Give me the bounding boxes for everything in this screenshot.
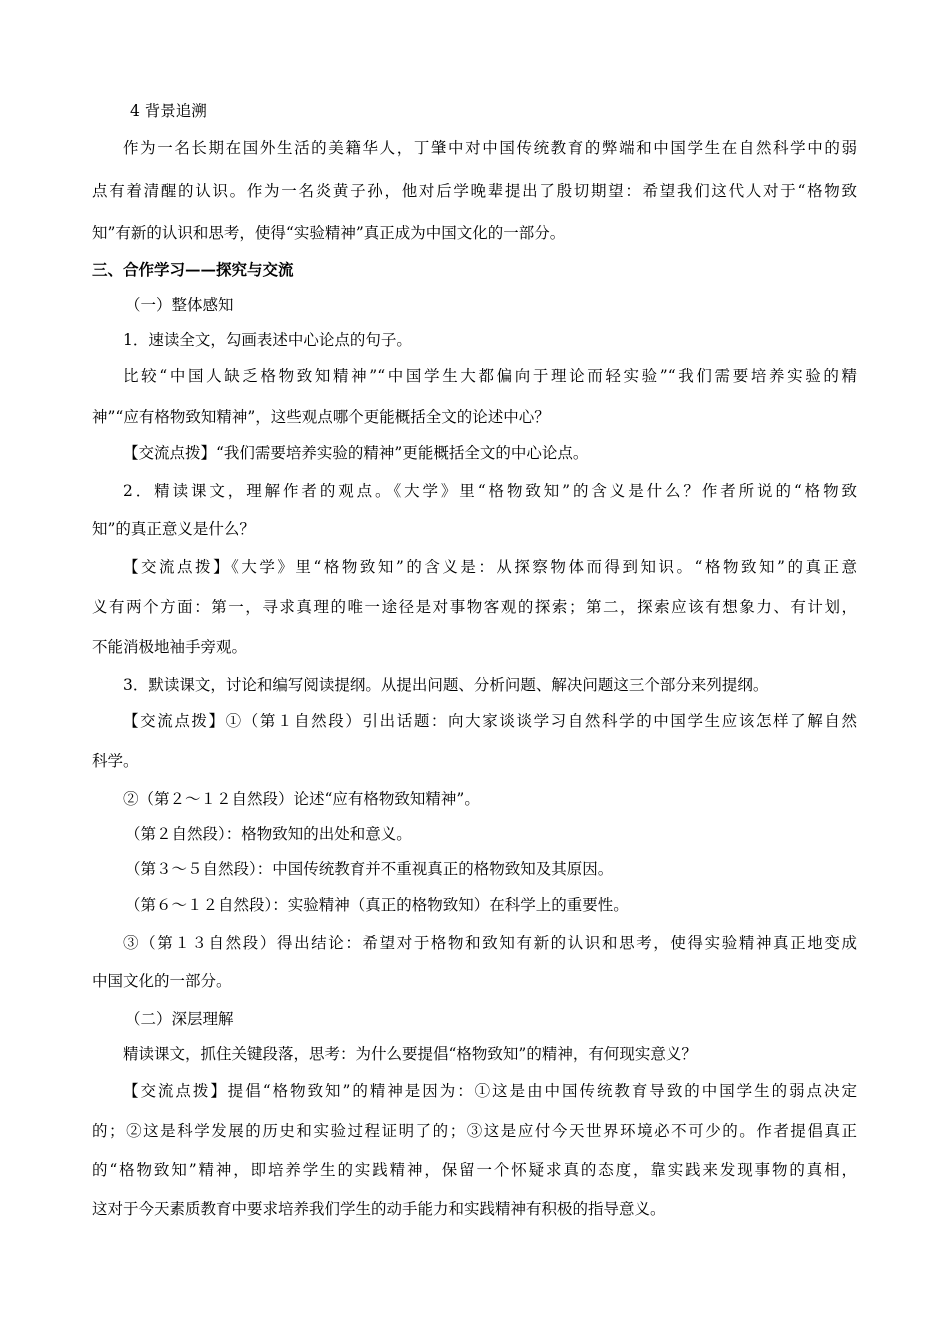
outline-line: （第３～５自然段）：中国传统教育并不重视真正的格物致知及其原因。 — [125, 860, 614, 878]
answer-line: 的；②这是科学发展的历史和实验过程证明了的；③这是应付今天世界环境必不可少的。作者提倡真正 — [92, 1122, 857, 1140]
question-line: 2．精读课文，理解作者的观点。《大学》里“格物致知”的含义是什么？作者所说的“格物致 — [123, 482, 857, 500]
answer-line: 【交流点拨】《大学》里“格物致知”的含义是：从探察物体而得到知识。“格物致知”的真正意 — [123, 558, 857, 576]
paragraph-line: 比较“中国人缺乏格物致知精神”“中国学生大都偏向于理论而轻实验”“我们需要培养实验的精 — [123, 367, 857, 385]
outline-line: （第２自然段）：格物致知的出处和意义。 — [125, 825, 412, 843]
section-heading-cooperative-learning: 三、合作学习——探究与交流 — [92, 260, 294, 279]
outline-line: ②（第２～１２自然段）论述“应有格物致知精神”。 — [123, 790, 480, 808]
subsection-heading-deep-understanding: （二）深层理解 — [125, 1010, 234, 1028]
question-line: 3．默读课文，讨论和编写阅读提纲。从提出问题、分析问题、解决问题这三个部分来列提纲。 — [123, 676, 769, 694]
answer-line: 科学。 — [92, 752, 139, 770]
paragraph-line: 神”“应有格物致知精神”，这些观点哪个更能概括全文的论述中心？ — [92, 408, 550, 426]
question-line: 1．速读全文，勾画表述中心论点的句子。 — [123, 331, 412, 349]
outline-line: 中国文化的一部分。 — [92, 972, 232, 990]
answer-line: 的“格物致知”精神，即培养学生的实践精神，保留一个怀疑求真的态度，靠实践来发现事物的真相， — [92, 1161, 857, 1179]
outline-line: ③（第１３自然段）得出结论：希望对于格物和致知有新的认识和思考，使得实验精神真正地变成 — [123, 934, 857, 952]
answer-line: 这对于今天素质教育中要求培养我们学生的动手能力和实践精神有积极的指导意义。 — [92, 1200, 666, 1218]
paragraph-line: 点有着清醒的认识。作为一名炎黄子孙，他对后学晚辈提出了殷切期望：希望我们这代人对于“格物致 — [92, 182, 857, 200]
question-line: 精读课文，抓住关键段落，思考：为什么要提倡“格物致知”的精神，有何现实意义？ — [123, 1045, 697, 1063]
subsection-heading-overall-perception: （一）整体感知 — [125, 296, 234, 314]
answer-line: 不能消极地袖手旁观。 — [92, 638, 248, 656]
paragraph-line: 作为一名长期在国外生活的美籍华人，丁肇中对中国传统教育的弊端和中国学生在自然科学中的弱 — [123, 139, 857, 157]
answer-line: 【交流点拨】①（第１自然段）引出话题：向大家谈谈学习自然科学的中国学生应该怎样了解自然 — [123, 712, 857, 730]
outline-line: （第６～１２自然段）：实验精神（真正的格物致知）在科学上的重要性。 — [125, 896, 629, 914]
question-line: 知”的真正意义是什么？ — [92, 520, 255, 538]
answer-line: 义有两个方面：第一，寻求真理的唯一途径是对事物客观的探索；第二，探索应该有想象力、有计划， — [92, 598, 857, 616]
answer-line: 【交流点拨】提倡“格物致知”的精神是因为：①这是由中国传统教育导致的中国学生的弱点决定 — [123, 1082, 857, 1100]
answer-line: 【交流点拨】“我们需要培养实验的精神”更能概括全文的中心论点。 — [123, 444, 589, 462]
paragraph-line: 知”有新的认识和思考，使得“实验精神”真正成为中国文化的一部分。 — [92, 224, 566, 242]
section-heading-background: 4 背景追溯 — [130, 102, 207, 120]
